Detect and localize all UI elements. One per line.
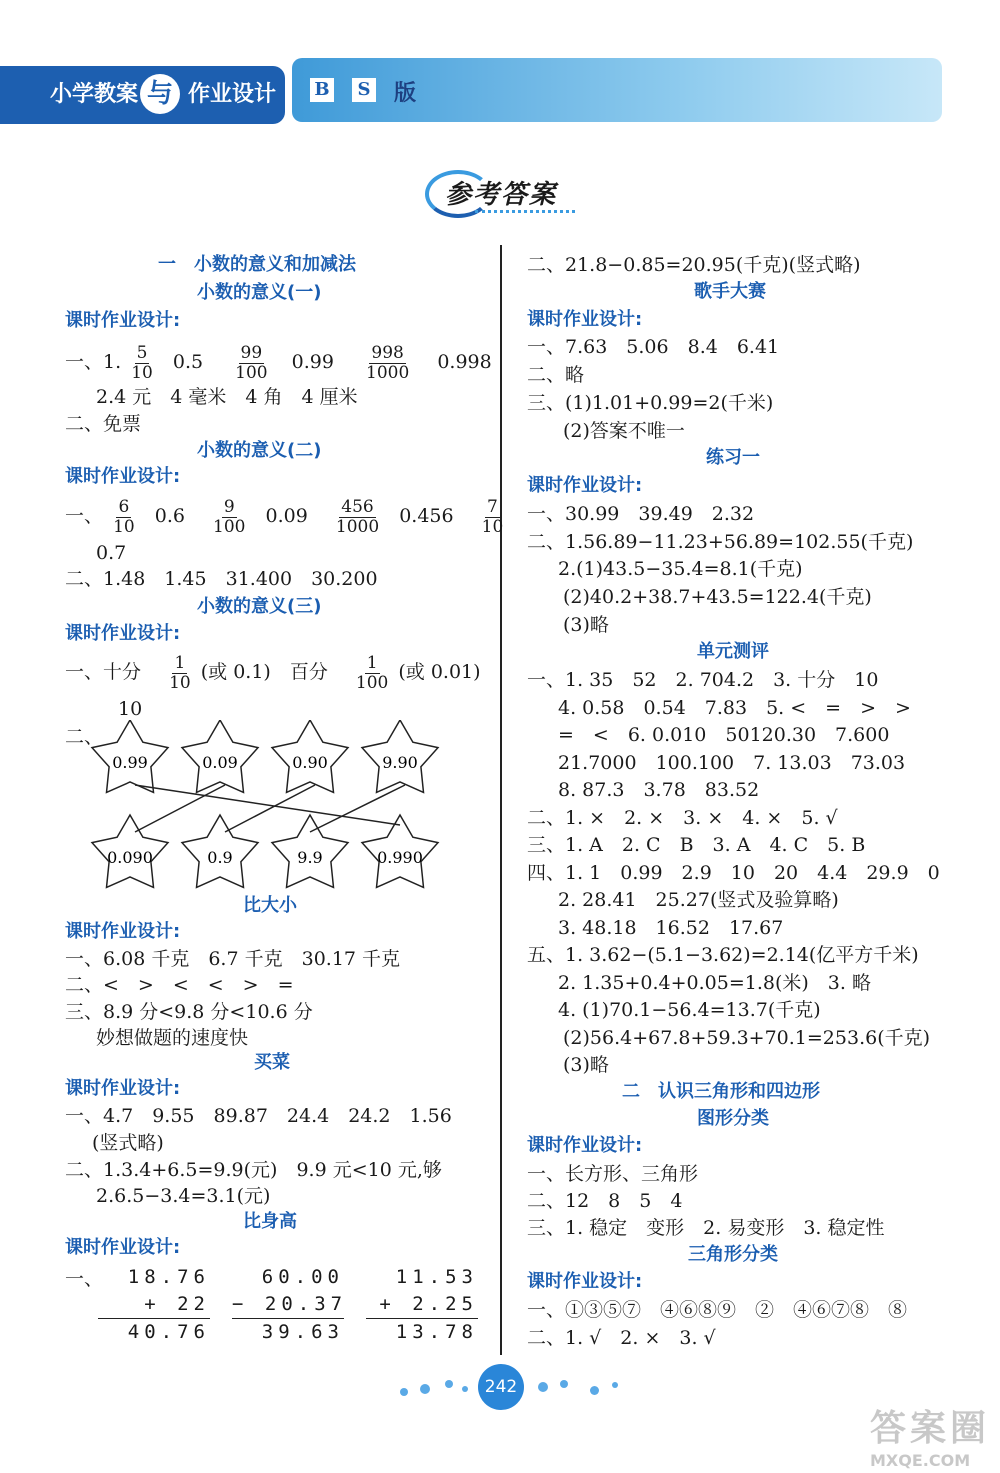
bottom-star-label: 0.990 xyxy=(377,848,423,867)
book-title-part2: 作业设计 xyxy=(188,82,277,107)
denominator: 10 xyxy=(131,362,153,383)
calc-operand: − 20.37 xyxy=(232,1293,348,1315)
numerator: 9 xyxy=(223,496,235,517)
answer-line: 一、6.08 千克 6.7 千克 30.17 千克 xyxy=(65,948,401,970)
fraction xyxy=(233,344,269,383)
answer-prefix: 一、 xyxy=(65,505,104,527)
task-label: 课时作业设计: xyxy=(65,623,181,644)
calc-operand: + 22 xyxy=(144,1293,210,1315)
numerator: 7 xyxy=(487,496,498,517)
section-heading: 买菜 xyxy=(254,1052,290,1073)
section-heading: 比身高 xyxy=(243,1211,297,1232)
answer-line: 三、1. A 2. C B 3. A 4. C 5. B xyxy=(527,834,866,856)
denominator: 10 xyxy=(113,516,135,537)
denominator: 100 xyxy=(355,672,389,693)
top-star-label: 0.09 xyxy=(202,753,238,772)
vertical-calc xyxy=(98,1264,210,1346)
answer-line: 二、1. √ 2. × 3. √ xyxy=(527,1327,716,1349)
dot-decoration xyxy=(420,1384,430,1394)
watermark xyxy=(870,1400,991,1470)
bottom-star-label: 0.9 xyxy=(207,848,233,867)
answer-line: 一、7.63 5.06 8.4 6.41 xyxy=(527,336,780,358)
answer-value: 0.998 xyxy=(437,351,492,373)
answer-line: 五、1. 3.62−(5.1−3.62)=2.14(亿平方千米) xyxy=(527,944,919,966)
fraction xyxy=(211,498,247,537)
section-heading: 练习一 xyxy=(706,447,760,468)
book-title-yu: 与 xyxy=(140,74,180,114)
dot-decoration xyxy=(445,1380,453,1388)
section-heading: 比大小 xyxy=(243,895,297,916)
section-heading: 单元测评 xyxy=(697,641,769,662)
section-heading: 小数的意义(三) xyxy=(197,596,322,617)
answer-line: 三、1. 稳定 变形 2. 易变形 3. 稳定性 xyxy=(527,1217,885,1239)
fraction xyxy=(354,654,390,693)
answer-line: 4. (1)70.1−56.4=13.7(千克) xyxy=(558,999,821,1021)
answer-line: 2.4 元 4 毫米 4 角 4 厘米 xyxy=(96,386,358,408)
answer-line: (竖式略) xyxy=(92,1132,164,1154)
calc-result: 40.76 xyxy=(98,1318,210,1346)
answer-line: (3)略 xyxy=(563,1054,609,1076)
watermark-logo: 答案圈 xyxy=(870,1408,991,1449)
fraction xyxy=(129,344,155,383)
task-label: 课时作业设计: xyxy=(527,1135,643,1156)
book-title-banner xyxy=(0,66,285,124)
answer-line: 二、21.8−0.85=20.95(千克)(竖式略) xyxy=(527,254,861,276)
edition-ban: 版 xyxy=(394,80,417,106)
unit-heading: 二 认识三角形和四边形 xyxy=(622,1081,820,1102)
answer-line: 二、1.56.89−11.23+56.89=102.55(千克) xyxy=(527,531,914,553)
task-label: 课时作业设计: xyxy=(527,309,643,330)
fraction xyxy=(364,344,411,383)
answer-line: 一、①③⑤⑦ ④⑥⑧⑨ ② ④⑥⑦⑧ ⑧ xyxy=(527,1299,908,1321)
answer-line: 三、(1)1.01+0.99=2(千米) xyxy=(527,392,774,414)
answer-prefix: 一、1. xyxy=(65,351,122,373)
answer-value: (或 0.01) xyxy=(398,661,481,683)
fraction xyxy=(480,498,506,537)
answer-line: (2)40.2+38.7+43.5=122.4(千克) xyxy=(563,586,872,608)
fraction xyxy=(334,498,381,537)
dot-decoration xyxy=(462,1386,468,1392)
vertical-calc xyxy=(232,1264,348,1346)
column-divider xyxy=(500,245,502,1355)
match-line xyxy=(310,785,405,832)
answer-value: 0.99 xyxy=(291,351,334,373)
task-label: 课时作业设计: xyxy=(65,1237,181,1258)
dot-decoration xyxy=(560,1380,568,1388)
answer-line: 一、1. 35 52 2. 704.2 3. 十分 10 xyxy=(527,669,879,691)
numerator: 1 xyxy=(366,652,378,673)
calc-operand: 18.76 xyxy=(127,1266,210,1288)
numerator: 99 xyxy=(240,342,263,363)
dot-decoration xyxy=(538,1382,548,1392)
answer-line: 2. 28.41 25.27(竖式及验算略) xyxy=(558,889,839,911)
answer-key-title: 参考答案 xyxy=(445,180,558,210)
section-heading: 小数的意义(二) xyxy=(197,440,322,461)
dots-decoration xyxy=(475,210,575,213)
unit-heading: 一 小数的意义和加减法 xyxy=(158,254,356,275)
answer-line: (2)答案不唯一 xyxy=(563,420,685,442)
edition-b: B xyxy=(310,78,334,102)
denominator: 100 xyxy=(213,516,246,537)
answer-prefix: 二、 xyxy=(65,726,104,748)
answer-line: 二、12 8 5 4 xyxy=(527,1190,683,1212)
answer-line: 妙想做题的速度快 xyxy=(96,1027,249,1049)
answer-value: 0.456 xyxy=(399,505,454,527)
numerator: 1 xyxy=(174,652,186,673)
answer-line: 二、1.48 1.45 31.400 30.200 xyxy=(65,568,378,590)
page-number: 242 xyxy=(478,1364,524,1410)
match-line xyxy=(225,785,315,832)
answer-line: 8. 87.3 3.78 83.52 xyxy=(558,779,760,801)
star-matching-diagram xyxy=(75,720,455,895)
section-heading: 歌手大赛 xyxy=(694,281,766,302)
answer-prefix: 一、十分 xyxy=(65,661,142,683)
answer-line: 2.(1)43.5−35.4=8.1(千克) xyxy=(558,558,803,580)
dot-decoration xyxy=(612,1382,618,1388)
calc-operand: 60.00 xyxy=(261,1266,344,1288)
top-star-label: 9.90 xyxy=(382,753,418,772)
task-label: 课时作业设计: xyxy=(527,1271,643,1292)
denominator: 10 xyxy=(481,516,504,537)
denominator: 1000 xyxy=(335,516,380,537)
answer-line: 10 xyxy=(118,698,143,720)
numerator: 998 xyxy=(371,342,404,363)
denominator: 100 xyxy=(235,362,268,383)
answer-line: 0.7 xyxy=(96,542,127,564)
edition-s: S xyxy=(352,78,376,102)
numerator: 456 xyxy=(341,496,374,517)
answer-line xyxy=(65,494,507,538)
answer-line: 二、1. × 2. × 3. × 4. × 5. √ xyxy=(527,807,838,829)
answer-line: (3)略 xyxy=(563,614,609,636)
calc-result: 13.78 xyxy=(366,1318,478,1346)
answer-line: 一、30.99 39.49 2.32 xyxy=(527,503,755,525)
answer-value: 0.5 xyxy=(172,351,204,373)
answer-line: 21.7000 100.100 7. 13.03 73.03 xyxy=(558,752,906,774)
dot-decoration xyxy=(590,1386,599,1395)
answer-value: 0.09 xyxy=(265,505,308,527)
watermark-url: MXQE.COM xyxy=(870,1451,971,1470)
fraction xyxy=(111,498,137,537)
bottom-star-label: 9.9 xyxy=(297,848,323,867)
answer-line: 一、4.7 9.55 89.87 24.4 24.2 1.56 xyxy=(65,1105,452,1127)
section-heading: 图形分类 xyxy=(697,1108,769,1129)
task-label: 课时作业设计: xyxy=(65,921,181,942)
answer-line: 3. 48.18 16.52 17.67 xyxy=(558,917,784,939)
calc-result: 39.63 xyxy=(232,1318,344,1346)
dot-decoration xyxy=(400,1388,408,1396)
answer-line: 4. 0.58 0.54 7.83 5. < = > > xyxy=(558,697,911,719)
calc-operand: + 2.25 xyxy=(379,1293,478,1315)
answer-value: (或 0.1) 百分 xyxy=(200,661,328,683)
task-label: 课时作业设计: xyxy=(65,1078,181,1099)
book-title-part1: 小学教案 xyxy=(50,82,139,107)
section-heading: 三角形分类 xyxy=(688,1244,778,1265)
answer-line: 二、免票 xyxy=(65,413,142,435)
answer-line: (2)56.4+67.8+59.3+70.1=253.6(千克) xyxy=(563,1027,931,1049)
answer-value: 0.6 xyxy=(154,505,185,527)
answer-prefix: 一、 xyxy=(65,1268,104,1290)
answer-line: 二、1.3.4+6.5=9.9(元) 9.9 元<10 元,够 xyxy=(65,1159,442,1181)
answer-line: = < 6. 0.010 50120.30 7.600 xyxy=(558,724,890,746)
denominator: 1000 xyxy=(366,362,410,383)
numerator: 6 xyxy=(118,496,130,517)
answer-line xyxy=(65,340,492,384)
vertical-calc xyxy=(366,1264,478,1346)
top-star-label: 0.90 xyxy=(292,753,328,772)
answer-line: 三、8.9 分<9.8 分<10.6 分 xyxy=(65,1001,313,1023)
match-line xyxy=(135,785,400,825)
fraction xyxy=(167,654,193,693)
answer-line: 二、< > < < > = xyxy=(65,974,294,996)
task-label: 课时作业设计: xyxy=(527,475,643,496)
answer-line: 二、略 xyxy=(527,364,585,386)
answer-line: 2. 1.35+0.4+0.05=1.8(米) 3. 略 xyxy=(558,972,871,994)
calc-operand: 11.53 xyxy=(395,1266,478,1288)
bottom-star-label: 0.090 xyxy=(107,848,153,867)
answer-line: 四、1. 1 0.99 2.9 10 20 4.4 29.9 0 xyxy=(527,862,940,884)
answer-line: 2.6.5−3.4=3.1(元) xyxy=(96,1185,271,1207)
section-heading: 小数的意义(一) xyxy=(197,282,322,303)
task-label: 课时作业设计: xyxy=(65,310,181,331)
answer-line: 一、长方形、三角形 xyxy=(527,1163,699,1185)
denominator: 10 xyxy=(169,672,191,693)
answer-line xyxy=(65,650,481,694)
answer-key-logo xyxy=(425,170,585,214)
top-star-label: 0.99 xyxy=(112,753,148,772)
edition-banner xyxy=(292,58,942,122)
task-label: 课时作业设计: xyxy=(65,466,181,487)
numerator: 5 xyxy=(136,342,148,363)
